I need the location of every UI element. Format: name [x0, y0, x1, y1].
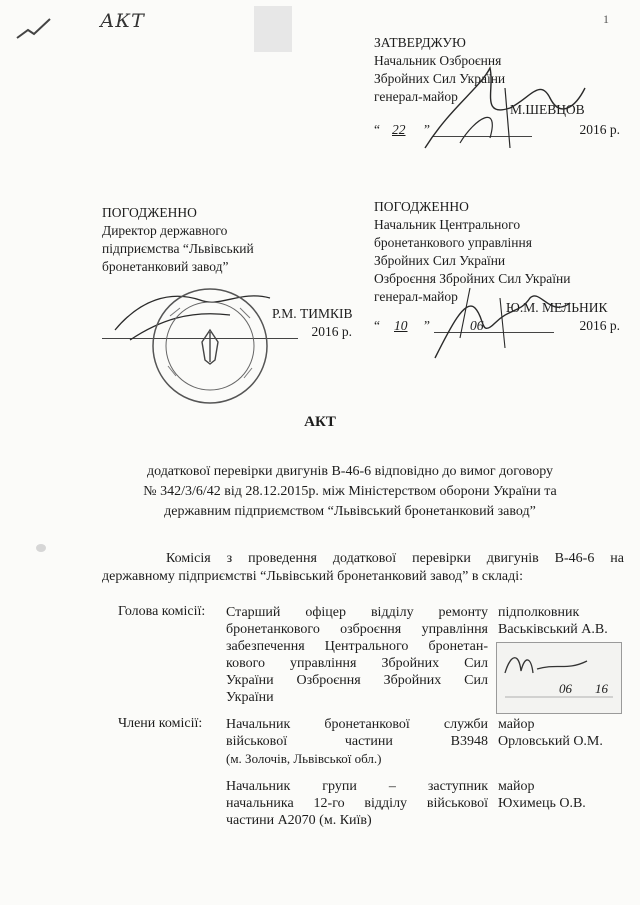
approve-line: Начальник Озброєння	[374, 53, 502, 68]
chair-desc-line: кового управління Збройних Сил	[226, 656, 488, 671]
chair-label: Голова комісії:	[118, 604, 206, 619]
agreed-right-line: бронетанкового управління	[374, 235, 532, 250]
subtitle-line: додаткової перевірки двигунів В-46-6 відповідно до вимог договору	[146, 464, 554, 479]
agreed-right-line: генерал-майор	[374, 289, 458, 304]
members-label: Члени комісії:	[118, 716, 203, 731]
corner-check-mark	[14, 16, 54, 44]
approve-date-day: 22	[392, 122, 406, 137]
approve-name: М.ШЕВЦОВ	[510, 102, 585, 117]
chair-signature-box	[496, 642, 622, 714]
intro-paragraph	[102, 550, 624, 586]
member1-desc-line: Начальник бронетанкової служби	[226, 717, 488, 732]
agreed-right-date-year: 2016 р.	[579, 318, 620, 333]
agreed-right-name: Ю.М. МЕЛЬНИК	[506, 300, 608, 315]
member1-rank: майор	[498, 717, 535, 732]
agreed-right-heading: ПОГОДЖЕННО	[374, 199, 469, 214]
chair-desc-line: України Озброєння Збройних Сил	[226, 673, 488, 688]
intro-line: Комісія з проведення додаткової перевірки двигунів В-46-6 на	[166, 551, 624, 566]
scan-gray-block	[254, 6, 292, 52]
handwritten-note: АКТ	[100, 10, 145, 32]
document-title: АКТ	[304, 414, 336, 430]
approve-line: генерал-майор	[374, 89, 458, 104]
member2-desc-line: Начальник групи – заступник	[226, 779, 488, 794]
member1-desc-line: військової частини В3948	[226, 734, 488, 749]
agreed-right-line: Озброєння Збройних Сил України	[374, 271, 571, 286]
agreed-right-line: Збройних Сил України	[374, 253, 506, 268]
member2-desc-line: начальника 12-го відділу військової	[226, 796, 488, 811]
agreed-right-date-day: 10	[394, 318, 408, 333]
chair-desc-line: України	[226, 690, 274, 705]
approve-date-year: 2016 р.	[579, 122, 620, 137]
subtitle-line: № 342/3/6/42 від 28.12.2015р. між Міністерством оборони України та	[143, 484, 557, 499]
chair-description	[226, 604, 488, 706]
agreed-right-date-month: 06	[470, 318, 484, 333]
chair-signature	[497, 643, 621, 713]
chair-desc-line: забезпечення Центрального бронетан-	[226, 639, 488, 654]
chair-rank: підполковник	[498, 605, 580, 620]
member2-description	[226, 778, 488, 829]
chair-desc-line: бронетанкового озброєння управління	[226, 622, 488, 637]
agreed-left-name: Р.М. ТИМКІВ	[272, 306, 353, 321]
approve-heading: ЗАТВЕРДЖУЮ	[374, 35, 466, 50]
agreed-left-block	[102, 204, 254, 276]
intro-line: державному підприємстві “Львівський бронетанковий завод” в складі:	[102, 569, 524, 584]
agreed-left-heading: ПОГОДЖЕННО	[102, 205, 197, 220]
approve-line: Збройних Сил України	[374, 71, 506, 86]
agreed-left-line: бронетанковий завод”	[102, 259, 229, 274]
agreed-left-line: Директор державного	[102, 223, 228, 238]
subtitle-line: державним підприємством “Львівський бронетанковий завод”	[164, 504, 536, 519]
member1-description	[226, 716, 488, 767]
chair-sign-month: 06	[559, 681, 572, 696]
document-subtitle	[120, 462, 580, 522]
member2-rank: майор	[498, 779, 535, 794]
member2-person	[498, 778, 586, 812]
chair-person	[498, 604, 608, 638]
approve-signature	[420, 48, 590, 158]
scan-speck	[36, 544, 46, 552]
agreed-left-line: підприємства “Львівський	[102, 241, 254, 256]
member2-name: Юхимець О.В.	[498, 796, 586, 811]
member1-person	[498, 716, 603, 750]
chair-name: Васьківський А.В.	[498, 622, 608, 637]
agreed-right-line: Начальник Центрального	[374, 217, 521, 232]
agreed-left-date-year: 2016 р.	[311, 324, 352, 339]
page-number: 1	[603, 12, 609, 26]
member1-desc-line: (м. Золочів, Львівської обл.)	[226, 751, 382, 766]
chair-sign-year: 16	[595, 681, 608, 696]
approve-date: “ 22 ” 2016 р.	[374, 122, 620, 137]
agreed-right-date: “ 10 ” 06 2016 р.	[374, 318, 620, 333]
member2-desc-line: частини А2070 (м. Київ)	[226, 813, 372, 828]
chair-desc-line: Старший офіцер відділу ремонту	[226, 605, 488, 620]
round-stamp	[150, 286, 270, 406]
member1-name: Орловський О.М.	[498, 734, 603, 749]
agreed-right-signature	[430, 268, 580, 368]
